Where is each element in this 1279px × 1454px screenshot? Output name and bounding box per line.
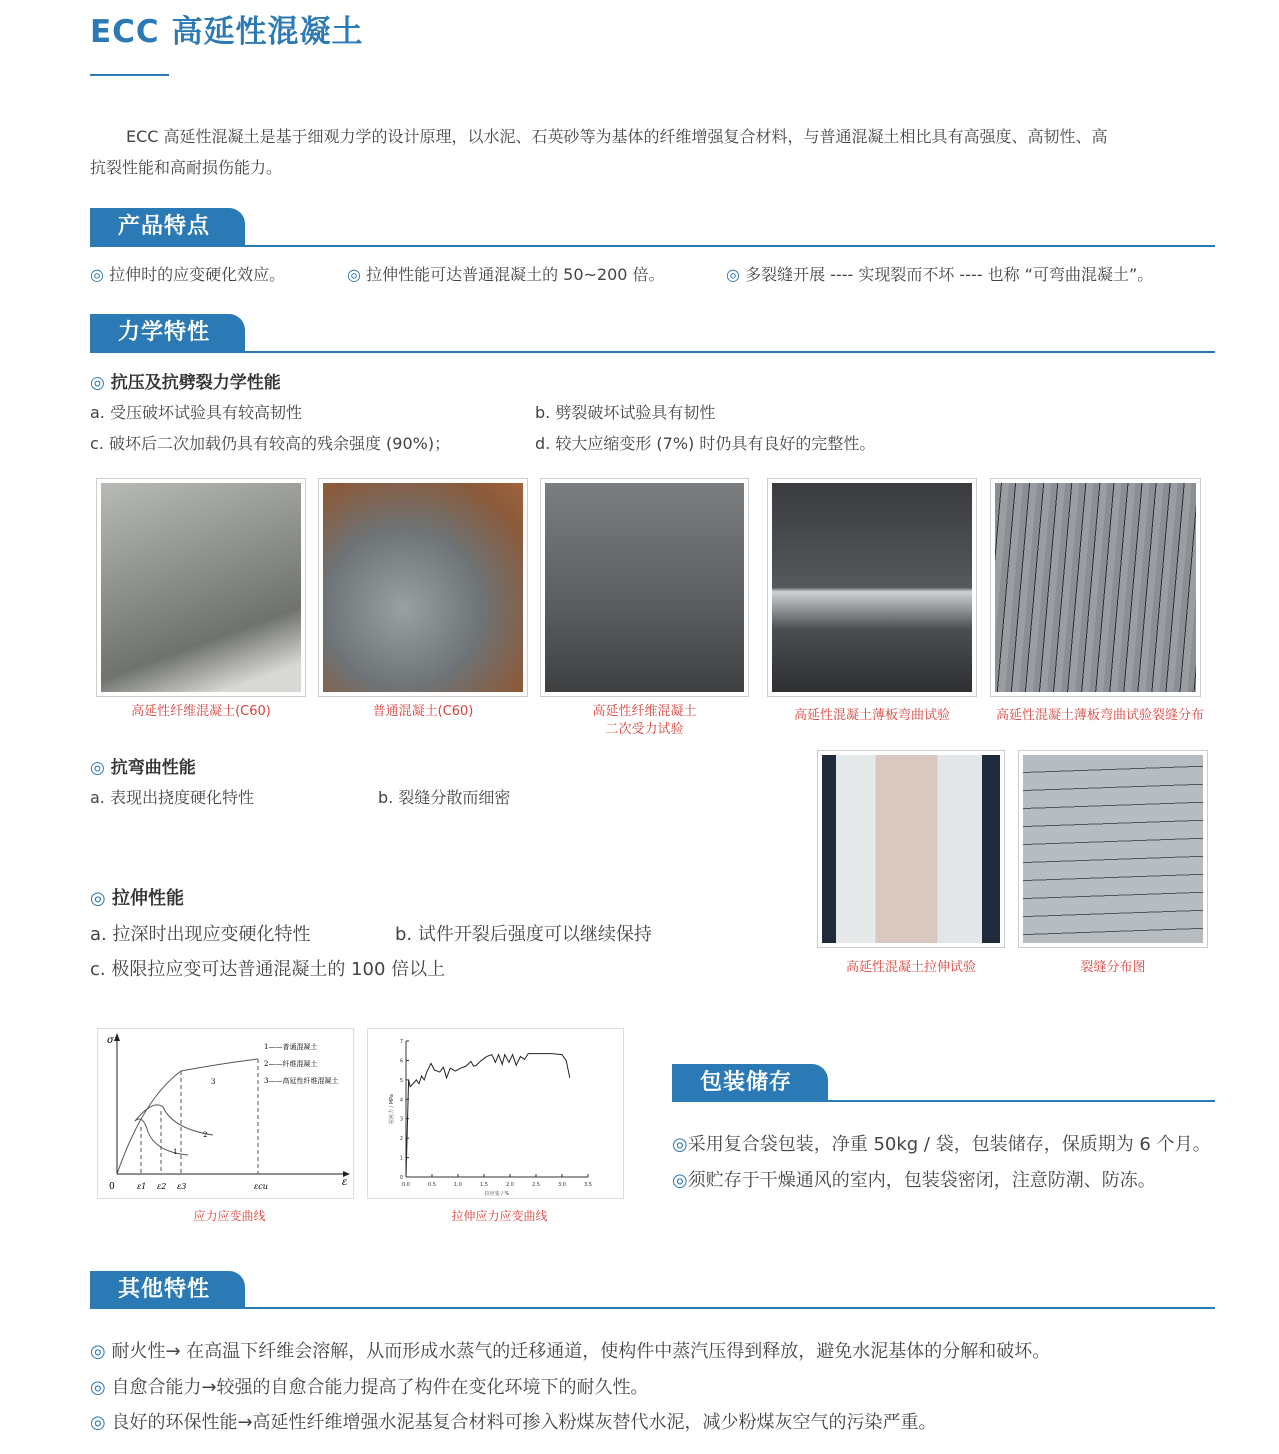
tension-item: c. 极限拉应变可达普通混凝土的 100 倍以上 bbox=[90, 959, 446, 980]
y-tick-label: 2 bbox=[399, 1136, 403, 1143]
y-axis-label: σ bbox=[107, 1035, 114, 1046]
section-divider bbox=[90, 351, 1215, 353]
x-axis-label: 拉应变 / % bbox=[484, 1191, 510, 1197]
subheading-tension bbox=[90, 884, 184, 910]
feature-text: 多裂缝开展 ---- 实现裂而不坏 ---- 也称 “可弯曲混凝土”。 bbox=[745, 265, 1154, 284]
tensile-stress-strain-chart bbox=[367, 1028, 624, 1199]
section-header-other: 其他特性 bbox=[90, 1271, 245, 1309]
legend-entry: 3——高延性纤维混凝土 bbox=[264, 1077, 339, 1085]
photo-caption bbox=[540, 703, 749, 739]
subheading-bending bbox=[90, 753, 196, 778]
x-tick-label: 0.0 bbox=[402, 1182, 410, 1188]
bullet-icon: ◎ bbox=[347, 265, 361, 284]
y-tick-label: 7 bbox=[399, 1039, 403, 1045]
x-tick-label: 3.0 bbox=[558, 1182, 566, 1188]
photo-caption: 高延性纤维混凝土(C60) bbox=[131, 704, 271, 719]
stress-strain-chart bbox=[97, 1028, 354, 1199]
tension-item: a. 拉深时出现应变硬化特性 bbox=[90, 924, 311, 945]
bullet-icon: ◎ bbox=[90, 265, 104, 284]
x-tick: ε1 bbox=[137, 1182, 147, 1191]
x-tick: ε2 bbox=[157, 1182, 167, 1191]
legend-entry: 2——纤维混凝土 bbox=[264, 1060, 318, 1068]
subheading-compression bbox=[90, 368, 281, 393]
section-divider bbox=[672, 1100, 1215, 1102]
bullet-icon: ◎ bbox=[726, 265, 740, 284]
y-tick-label: 3 bbox=[399, 1116, 403, 1123]
photo-caption: 高延性混凝土拉伸试验 bbox=[845, 960, 976, 975]
photo-thin-plate-bending-test bbox=[767, 478, 977, 697]
photo-caption-line: 高延性纤维混凝土 bbox=[592, 704, 697, 719]
other-text: 良好的环保性能→高延性纤维增强水泥基复合材料可掺入粉煤灰替代水泥，减少粉煤灰空气的污染严重。 bbox=[111, 1412, 937, 1433]
photo-thin-plate-crack-distribution bbox=[990, 478, 1201, 697]
compression-item: a. 受压破坏试验具有较高韧性 bbox=[90, 403, 302, 422]
compression-item: b. 劈裂破坏试验具有韧性 bbox=[535, 403, 716, 422]
photo-caption: 高延性混凝土薄板弯曲试验裂缝分布 bbox=[995, 708, 1204, 723]
section-divider bbox=[90, 1307, 1215, 1309]
chart-caption: 应力应变曲线 bbox=[193, 1209, 266, 1223]
bullet-icon: ◎ bbox=[90, 1341, 106, 1362]
other-item bbox=[90, 1337, 1050, 1363]
compression-item: d. 较大应缩变形 (7%) 时仍具有良好的完整性。 bbox=[535, 434, 876, 453]
packaging-text: 采用复合袋包装，净重 50kg / 袋，包装储存，保质期为 6 个月。 bbox=[687, 1134, 1211, 1155]
feature-item bbox=[726, 262, 1153, 285]
packaging-text: 须贮存于干燥通风的室内，包装袋密闭，注意防潮、防冻。 bbox=[687, 1170, 1156, 1191]
tension-item: b. 试件开裂后强度可以继续保持 bbox=[395, 924, 652, 945]
photo-ecc-c60-specimen bbox=[96, 478, 306, 697]
bullet-icon: ◎ bbox=[672, 1134, 688, 1155]
section-header-mechanics: 力学特性 bbox=[90, 314, 245, 352]
x-tick: εcu bbox=[254, 1182, 268, 1191]
x-tick-label: 0.5 bbox=[428, 1182, 436, 1188]
section-header-packaging: 包装储存 bbox=[672, 1064, 828, 1102]
x-tick: ε3 bbox=[177, 1182, 187, 1191]
photo-caption: 裂缝分布图 bbox=[1080, 960, 1146, 975]
curve-label: 2 bbox=[203, 1131, 208, 1139]
feature-item bbox=[90, 262, 285, 285]
other-text: 自愈合能力→较强的自愈合能力提高了构件在变化环境下的耐久性。 bbox=[111, 1377, 649, 1398]
data-series-line bbox=[406, 1054, 570, 1177]
bullet-icon: ◎ bbox=[90, 1377, 106, 1398]
photo-caption-line: 二次受力试验 bbox=[605, 722, 684, 737]
y-tick-label: 5 bbox=[399, 1077, 403, 1084]
curve-3 bbox=[117, 1059, 258, 1174]
y-tick-label: 6 bbox=[399, 1058, 403, 1065]
photo-secondary-loading-test bbox=[540, 478, 749, 697]
bending-item: b. 裂缝分散而细密 bbox=[378, 788, 511, 807]
feature-text: 拉伸时的应变硬化效应。 bbox=[109, 265, 286, 284]
y-tick-label: 1 bbox=[399, 1155, 403, 1162]
bullet-icon: ◎ bbox=[90, 888, 106, 909]
origin-label: 0 bbox=[109, 1182, 115, 1192]
curve-label: 1 bbox=[173, 1148, 178, 1156]
x-tick-label: 2.0 bbox=[506, 1182, 514, 1188]
x-tick-label: 1.5 bbox=[480, 1182, 488, 1188]
y-tick-label: 4 bbox=[399, 1097, 403, 1104]
x-axis-label: ε bbox=[342, 1177, 348, 1188]
subheading-text: 抗弯曲性能 bbox=[110, 758, 196, 778]
other-text: 耐火性→ 在高温下纤维会溶解，从而形成水蒸气的迁移通道，使构件中蒸汽压得到释放，避免水泥基体的分解和破坏。 bbox=[111, 1341, 1051, 1362]
bullet-icon: ◎ bbox=[90, 1412, 106, 1433]
photo-caption: 普通混凝土(C60) bbox=[372, 704, 474, 719]
subheading-text: 抗压及抗劈裂力学性能 bbox=[110, 373, 281, 393]
subheading-text: 拉伸性能 bbox=[112, 888, 184, 909]
photo-caption: 高延性混凝土薄板弯曲试验 bbox=[793, 708, 950, 723]
x-tick-label: 1.0 bbox=[454, 1182, 462, 1188]
legend-entry: 1——普通混凝土 bbox=[264, 1043, 318, 1051]
chart-caption: 拉伸应力应变曲线 bbox=[451, 1209, 548, 1223]
packaging-item bbox=[672, 1130, 1211, 1156]
other-item bbox=[90, 1373, 649, 1399]
other-item bbox=[90, 1408, 937, 1434]
feature-item bbox=[347, 262, 665, 285]
intro-line-2: 抗裂性能和高耐损伤能力。 bbox=[90, 158, 283, 177]
bending-item: a. 表现出挠度硬化特性 bbox=[90, 788, 254, 807]
section-header-features: 产品特点 bbox=[90, 208, 245, 246]
y-axis-label: 拉应力 / MPa bbox=[389, 1093, 395, 1125]
x-tick-label: 2.5 bbox=[532, 1182, 540, 1188]
y-axis-arrow bbox=[114, 1033, 120, 1041]
section-divider bbox=[90, 245, 1215, 247]
curve-2 bbox=[135, 1105, 213, 1135]
bullet-icon: ◎ bbox=[90, 373, 105, 393]
photo-tension-test bbox=[817, 750, 1005, 948]
photo-normal-c60-specimen bbox=[318, 478, 528, 697]
page-title: ECC 高延性混凝土 bbox=[90, 14, 364, 50]
x-tick-label: 3.5 bbox=[584, 1182, 592, 1188]
y-tick-label: 0 bbox=[399, 1175, 403, 1181]
bullet-icon: ◎ bbox=[672, 1170, 688, 1191]
intro-line-1: ECC 高延性混凝土是基于细观力学的设计原理，以水泥、石英砂等为基体的纤维增强复合材料，与普通混凝土相比具有高强度、高韧性、高 bbox=[126, 127, 1108, 146]
feature-text: 拉伸性能可达普通混凝土的 50~200 倍。 bbox=[366, 265, 665, 284]
curve-label: 3 bbox=[211, 1078, 216, 1086]
bullet-icon: ◎ bbox=[90, 758, 105, 778]
packaging-item bbox=[672, 1166, 1156, 1192]
photo-tension-crack-distribution bbox=[1018, 750, 1208, 948]
title-underline bbox=[90, 74, 169, 76]
compression-item: c. 破坏后二次加载仍具有较高的残余强度 (90%)； bbox=[90, 434, 451, 453]
